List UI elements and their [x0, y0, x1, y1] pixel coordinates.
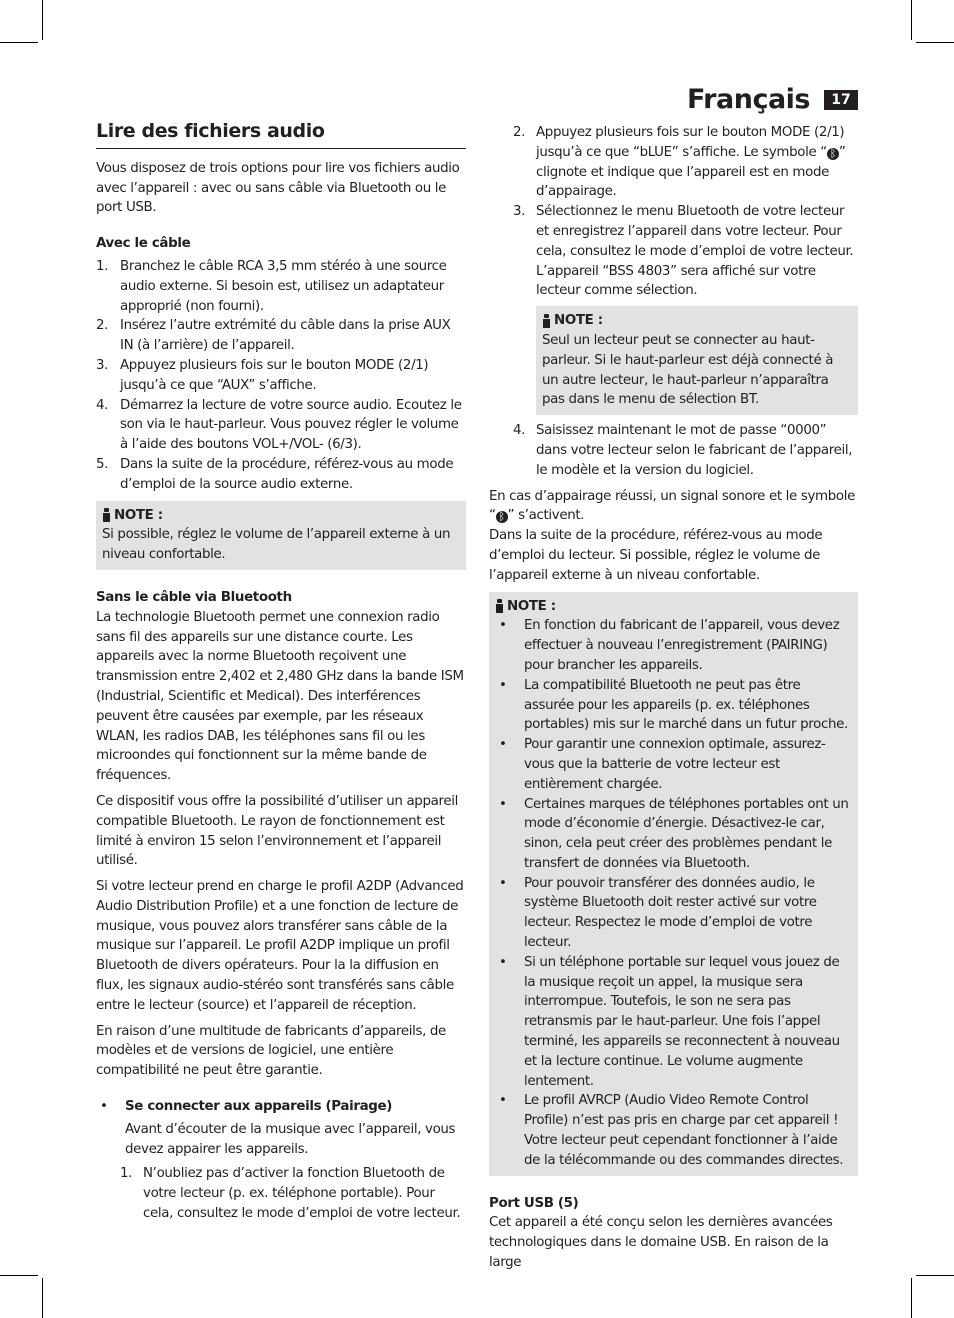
crop-mark [0, 42, 38, 43]
note-box [536, 306, 858, 415]
list-item: 5. Dans la suite de la procédure, référez-vous au mode d’emploi de la source audio externe. [96, 456, 454, 492]
crop-mark [911, 1278, 912, 1318]
crop-mark [911, 0, 912, 40]
success-followup: Dans la suite de la procédure, référez-vous au mode d’emploi du lecteur. Si possible, réglez le volume de l’appareil externe à un niveau confortable. [489, 528, 823, 583]
note-box [96, 501, 466, 570]
right-column [489, 123, 858, 1279]
info-icon [542, 314, 551, 328]
list-item: 2. Appuyez plusieurs fois sur le bouton MODE (2/1) jusqu’à ce que “bLUE” s’affiche. Le symbole “ ᛒ ” clignote et indique que l’appareil est en mode d’appairage. [513, 125, 846, 200]
list-item: • Certaines marques de téléphones portables ont un mode d’économie d’énergie. Désactivez-le car, sinon, cela peut créer des problèmes pendant le transfert de données via Bluetooth. [499, 796, 849, 871]
success-paragraph: En cas d’appairage réussi, un signal sonore et le symbole “ ᛒ ” s’activent. [489, 488, 855, 524]
note-text: Seul un lecteur peut se connecter au haut-parleur. Si le haut-parleur est déjà connecté à un autre lecteur, le haut-parleur n’apparaîtra pas dans le menu de sélection BT. [542, 332, 834, 408]
note-list [495, 616, 852, 1170]
list-item: 4. Saisissez maintenant le mot de passe “0000” dans votre lecteur selon le fabricant de l’appareil, le modèle et la version du logiciel. [513, 423, 853, 478]
usb-paragraph: Cet appareil a été conçu selon les dernières avancées technologiques dans le domaine USB. En raison de la large [489, 1215, 833, 1271]
note-label: NOTE : [114, 507, 163, 523]
page-number: 17 [824, 90, 858, 110]
note-box [489, 592, 858, 1176]
note-label: NOTE : [554, 313, 603, 329]
bluetooth-paragraph: Ce dispositif vous offre la possibilité d’utiliser un appareil compatible Bluetooth. Le rayon de fonctionnement est limité à environ 15 selon l’environnement et l’appareil utilisé. [96, 793, 458, 869]
pairing-item: • Se connecter aux appareils (Pairage) Avant d’écouter de la musique avec l’appareil, vous devez appairer les appareils. [96, 1097, 466, 1159]
list-item: • Si un téléphone portable sur lequel vous jouez de la musique reçoit un appel, la musique sera interrompue. Toutefois, le son ne sera pas retransmis par le haut-parleur. Une fois l’appel terminé, les appareils se reconnectent à nouveau et la lecture continue. Le volume augmente lentement. [499, 954, 840, 1089]
usb-heading: Port USB (5) [489, 1195, 579, 1211]
list-item: 2. Insérez l’autre extrémité du câble dans la prise AUX IN (à l’arrière) de l’appareil. [96, 318, 451, 354]
language-title: Français [686, 84, 810, 115]
list-item: 1. N’oubliez pas d’activer la fonction Bluetooth de votre lecteur (p. ex. téléphone portable). Pour cela, consultez le mode d’emploi de votre lecteur. [120, 1166, 461, 1222]
crop-mark [0, 1275, 38, 1276]
bluetooth-icon: ᛒ [496, 511, 508, 523]
bluetooth-icon: ᛒ [827, 148, 839, 160]
bluetooth-paragraph: En raison d’une multitude de fabricants d’appareils, de modèles et de versions de logiciel, une entière compatibilité ne peut être garantie. [96, 1023, 446, 1079]
info-icon [495, 599, 504, 613]
info-icon [102, 508, 111, 522]
bluetooth-heading: Sans le câble via Bluetooth [96, 589, 292, 605]
list-item: 4. Démarrez la lecture de votre source audio. Ecoutez le son via le haut-parleur. Vous pouvez régler le volume à l’aide des boutons VOL+/VOL- (6/3). [96, 397, 462, 453]
list-item: • Pour garantir une connexion optimale, assurez-vous que la batterie de votre lecteur est entièrement chargée. [499, 737, 826, 792]
list-item: • Le profil AVRCP (Audio Video Remote Control Profile) n’est pas pris en charge par cet appareil ! Votre lecteur peut cependant fonctionner à l’aide de la télécommande ou des commandes directes. [499, 1093, 844, 1168]
intro-paragraph: Vous disposez de trois options pour lire vos fichiers audio avec l’appareil : avec ou sans câble via Bluetooth ou le port USB. [96, 160, 460, 216]
pairing-heading: Se connecter aux appareils (Pairage) [125, 1099, 392, 1115]
page-header [687, 84, 858, 115]
cable-steps [96, 257, 466, 495]
list-item: • Pour pouvoir transférer des données audio, le système Bluetooth doit rester activé sur votre lecteur. Respectez le mode d’emploi de votre lecteur. [499, 875, 817, 951]
bluetooth-paragraph: La technologie Bluetooth permet une connexion radio sans fil des appareils sur une distance courte. Les appareils avec la norme Bluetooth reçoivent une transmission entre 2,402 et 2,480 GHz dans la bande ISM (Industrial, Scientific et Medical). Des interférences peuvent être causées par exemple, par les réseaux WLAN, les radios DAB, les téléphones sans fil ou les microondes qui fonctionnent sur la même bande de fréquences. [96, 609, 464, 784]
list-item: 3. Appuyez plusieurs fois sur le bouton MODE (2/1) jusqu’à ce que “AUX” s’affiche. [96, 357, 429, 393]
cable-heading: Avec le câble [96, 236, 191, 252]
crop-mark [916, 42, 954, 43]
bluetooth-paragraph: Si votre lecteur prend en charge le profil A2DP (Advanced Audio Distribution Profile) et a une fonction de lecture de musique, vous pouvez alors transférer sans câble de la musique sur l’appareil. Le profil A2DP implique un profil Bluetooth de divers opérateurs. Pour la la diffusion en flux, les signaux audio-stéréo sont transférés sans câble entre le lecteur (source) et l’appareil de réception. [96, 879, 464, 1013]
list-item: 3. Sélectionnez le menu Bluetooth de votre lecteur et enregistrez l’appareil dans votre lecteur. Pour cela, consultez le mode d’emploi de votre lecteur. L’appareil “BSS 4803” sera affiché sur votre lecteur comme sélection. [513, 204, 854, 299]
list-item: • En fonction du fabricant de l’appareil, vous devez effectuer à nouveau l’enregistrement (PAIRING) pour brancher les appareils. [499, 618, 840, 673]
crop-mark [42, 0, 43, 40]
list-item: • La compatibilité Bluetooth ne peut pas être assurée pour les appareils (p. ex. téléphones portables) mis sur le marché dans un futur proche. [499, 677, 848, 733]
pairing-intro: Avant d’écouter de la musique avec l’appareil, vous devez appairer les appareils. [125, 1121, 456, 1157]
note-label: NOTE : [507, 598, 556, 614]
crop-mark [916, 1275, 954, 1276]
crop-mark [42, 1278, 43, 1318]
left-column [96, 118, 466, 1224]
list-item: 1. Branchez le câble RCA 3,5 mm stéréo à une source audio externe. Si besoin est, utilisez un adaptateur approprié (non fourni). [96, 258, 447, 314]
note-text: Si possible, réglez le volume de l’appareil externe à un niveau confortable. [102, 527, 451, 563]
section-title: Lire des fichiers audio [96, 122, 466, 149]
